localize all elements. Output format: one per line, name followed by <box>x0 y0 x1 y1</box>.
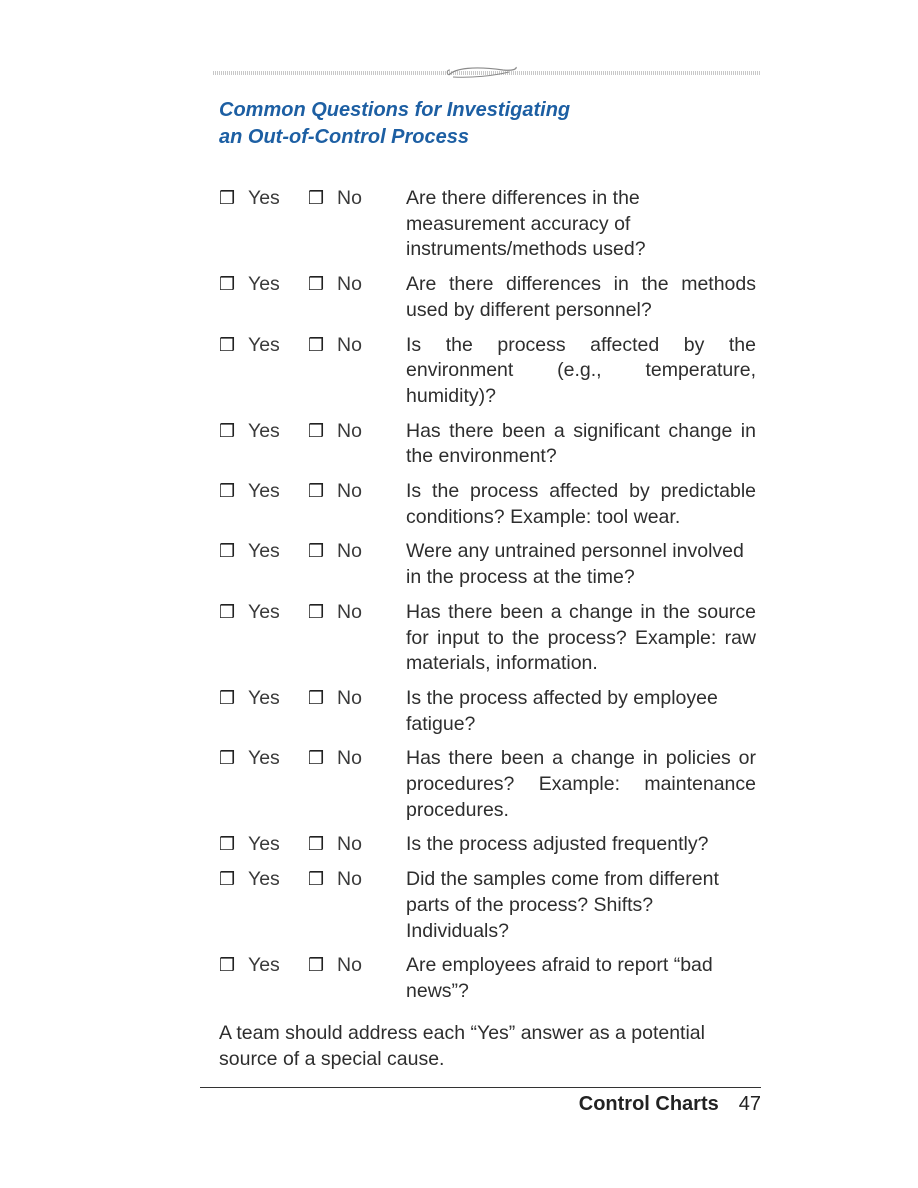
page-title <box>219 97 739 151</box>
checkbox-icon[interactable]: ❒ <box>219 748 236 770</box>
title-line-1: Common Questions for Investigating <box>219 99 571 121</box>
footer-divider <box>200 1087 761 1088</box>
yes-option[interactable] <box>219 832 308 858</box>
yes-option[interactable] <box>219 539 308 565</box>
no-label: No <box>337 833 362 856</box>
yes-option[interactable] <box>219 272 308 298</box>
question-row <box>219 186 761 263</box>
yes-label: Yes <box>248 600 280 623</box>
checkbox-icon[interactable]: ❒ <box>308 420 325 442</box>
checkbox-icon[interactable]: ❒ <box>308 188 325 209</box>
yes-label: Yes <box>248 833 280 856</box>
checkbox-icon[interactable]: ❒ <box>308 955 325 977</box>
yes-option[interactable] <box>219 686 308 712</box>
question-text: Has there been a change in the source for input to the process? Example: raw materials, information. <box>406 600 756 675</box>
checkbox-icon[interactable]: ❒ <box>308 601 325 623</box>
checkbox-icon[interactable]: ❒ <box>219 834 236 856</box>
yes-label: Yes <box>248 333 280 356</box>
question-row <box>219 867 761 944</box>
checkbox-icon[interactable]: ❒ <box>219 687 236 709</box>
yes-label: Yes <box>248 187 280 209</box>
no-label: No <box>337 954 362 977</box>
yes-option[interactable] <box>219 600 308 626</box>
checkbox-icon[interactable]: ❒ <box>219 869 236 891</box>
yes-label: Yes <box>248 747 280 770</box>
yes-label: Yes <box>248 868 280 891</box>
yes-label: Yes <box>248 686 280 709</box>
question-text: Are employees afraid to report “bad news”? <box>406 954 713 1002</box>
question-text: Did the samples come from different parts of the process? Shifts? Individuals? <box>406 868 719 942</box>
question-row <box>219 600 761 677</box>
no-option[interactable] <box>308 539 406 565</box>
question-checklist <box>219 186 761 1014</box>
no-option[interactable] <box>308 867 406 893</box>
yes-label: Yes <box>248 273 280 296</box>
question-text: Is the process affected by predictable conditions? Example: tool wear. <box>406 480 756 528</box>
no-option[interactable] <box>308 953 406 979</box>
checkbox-icon[interactable]: ❒ <box>219 334 236 356</box>
yes-option[interactable] <box>219 419 308 445</box>
checkbox-icon[interactable]: ❒ <box>219 541 236 563</box>
question-row <box>219 419 761 470</box>
no-option[interactable] <box>308 832 406 858</box>
yes-option[interactable] <box>219 479 308 505</box>
yes-label: Yes <box>248 480 280 503</box>
checkbox-icon[interactable]: ❒ <box>219 955 236 977</box>
checkbox-icon[interactable]: ❒ <box>308 334 325 356</box>
no-label: No <box>337 747 362 770</box>
no-label: No <box>337 540 362 563</box>
question-text: Are there differences in the methods used by different personnel? <box>406 273 756 321</box>
no-option[interactable] <box>308 479 406 505</box>
question-row <box>219 832 761 858</box>
no-label: No <box>337 419 362 442</box>
no-label: No <box>337 868 362 891</box>
yes-option[interactable] <box>219 953 308 979</box>
yes-label: Yes <box>248 540 280 563</box>
no-option[interactable] <box>308 186 406 212</box>
footer-section-title: Control Charts <box>578 1093 719 1115</box>
no-label: No <box>337 480 362 503</box>
no-option[interactable] <box>308 600 406 626</box>
checkbox-icon[interactable]: ❒ <box>219 188 236 209</box>
no-label: No <box>337 333 362 356</box>
checkbox-icon[interactable]: ❒ <box>308 869 325 891</box>
question-row <box>219 953 761 1004</box>
question-text: Has there been a significant change in the environment? <box>406 419 756 468</box>
question-row <box>219 272 761 323</box>
checkbox-icon[interactable]: ❒ <box>219 274 236 296</box>
yes-label: Yes <box>248 419 280 442</box>
page-number: 47 <box>738 1093 761 1115</box>
yes-label: Yes <box>248 954 280 977</box>
no-option[interactable] <box>308 419 406 445</box>
question-text: Has there been a change in policies or procedures? Example: maintenance procedures. <box>406 747 756 821</box>
yes-option[interactable] <box>219 186 308 212</box>
checkbox-icon[interactable]: ❒ <box>219 420 236 442</box>
checkbox-icon[interactable]: ❒ <box>219 601 236 623</box>
page-footer <box>579 1092 761 1116</box>
question-row <box>219 686 761 737</box>
checkbox-icon[interactable]: ❒ <box>308 274 325 296</box>
title-line-2: an Out-of-Control Process <box>219 126 470 148</box>
question-row <box>219 746 761 823</box>
no-option[interactable] <box>308 686 406 712</box>
checkbox-icon[interactable]: ❒ <box>308 834 325 856</box>
yes-option[interactable] <box>219 867 308 893</box>
no-option[interactable] <box>308 272 406 298</box>
question-text: Is the process affected by the environment (e.g., temperature, humidity)? <box>406 333 756 407</box>
yes-option[interactable] <box>219 746 308 772</box>
checkbox-icon[interactable]: ❒ <box>308 481 325 503</box>
question-text: Are there differences in the measurement accuracy of instruments/methods used? <box>406 187 646 261</box>
yes-option[interactable] <box>219 333 308 359</box>
no-option[interactable] <box>308 333 406 359</box>
checkbox-icon[interactable]: ❒ <box>308 748 325 770</box>
no-label: No <box>337 273 362 296</box>
checkbox-icon[interactable]: ❒ <box>219 481 236 503</box>
decorative-divider-icon <box>213 60 761 86</box>
checkbox-icon[interactable]: ❒ <box>308 687 325 709</box>
question-row <box>219 539 761 590</box>
question-text: Is the process adjusted frequently? <box>406 833 709 856</box>
checkbox-icon[interactable]: ❒ <box>308 541 325 563</box>
question-row <box>219 333 761 410</box>
no-label: No <box>337 686 362 709</box>
summary-note: A team should address each “Yes” answer as a potential source of a special cause. <box>219 1022 705 1070</box>
question-text: Were any untrained personnel involved in the process at the time? <box>406 540 744 589</box>
question-text: Is the process affected by employee fatigue? <box>406 686 718 735</box>
no-label: No <box>337 600 362 623</box>
question-row <box>219 479 761 530</box>
no-label: No <box>337 187 362 209</box>
no-option[interactable] <box>308 746 406 772</box>
